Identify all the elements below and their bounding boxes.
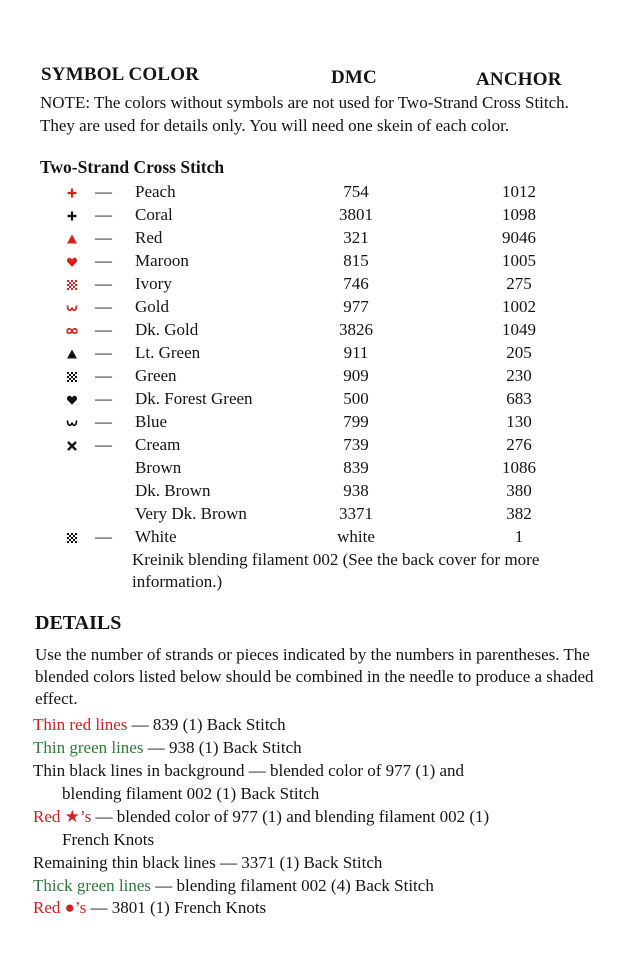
detail-text: — 3801 (1) French Knots	[86, 898, 267, 917]
dmc-number: 500	[343, 389, 369, 408]
detail-suffix: ’s	[74, 898, 87, 917]
detail-color-word: Thin green lines	[33, 738, 144, 757]
detail-color-word: Thin red lines	[33, 715, 128, 734]
color-name: Ivory	[135, 274, 172, 293]
color-row	[0, 458, 625, 481]
detail-text: Remaining thin black lines — 3371 (1) Back Stitch	[33, 853, 383, 872]
dmc-number: 3801	[339, 205, 373, 224]
detail-line-black-background	[33, 760, 603, 805]
anchor-number: 230	[506, 366, 532, 385]
black-x-icon	[62, 435, 82, 458]
detail-text: Thin black lines in background — blended color of 977 (1) and	[33, 761, 465, 780]
dmc-number: 839	[343, 458, 369, 477]
row-dash: —	[95, 412, 112, 431]
color-row	[0, 435, 625, 458]
row-dash: —	[95, 274, 112, 293]
color-name: Green	[135, 366, 177, 385]
anchor-number: 130	[506, 412, 532, 431]
color-row	[0, 343, 625, 366]
anchor-number: 1049	[502, 320, 536, 339]
red-heart-icon	[62, 251, 82, 274]
filament-note: Kreinik blending filament 002 (See the back cover for more information.)	[132, 550, 540, 591]
detail-text: — 938 (1) Back Stitch	[143, 738, 302, 757]
row-dash: —	[95, 527, 112, 546]
dmc-number: 909	[343, 366, 369, 385]
dmc-number: 815	[343, 251, 369, 270]
two-strand-subheading: Two-Strand Cross Stitch	[40, 157, 225, 177]
row-dash: —	[95, 320, 112, 339]
color-row	[0, 527, 625, 550]
color-row	[0, 228, 625, 251]
detail-line-remaining-black	[33, 852, 603, 875]
color-note: NOTE: The colors without symbols are not used for Two-Strand Cross Stitch. They are used for details only. You will need one skein of each color.	[40, 93, 569, 135]
color-row	[0, 366, 625, 389]
row-dash: —	[95, 366, 112, 385]
row-dash: —	[95, 343, 112, 362]
dmc-number: 739	[343, 435, 369, 454]
header-symbol-color: SYMBOL COLOR	[41, 64, 200, 85]
detail-line-green-lines	[33, 737, 603, 760]
dmc-number: 3826	[339, 320, 373, 339]
anchor-number: 1005	[502, 251, 536, 270]
color-name: Very Dk. Brown	[135, 504, 247, 523]
color-name: Lt. Green	[135, 343, 201, 362]
detail-line-red-lines	[33, 714, 603, 737]
details-heading: DETAILS	[35, 612, 122, 634]
color-row	[0, 320, 625, 343]
color-name: Peach	[135, 182, 176, 201]
color-name: Brown	[135, 458, 182, 477]
detail-color-word: Red	[33, 807, 65, 826]
dmc-number: 3371	[339, 504, 373, 523]
no-symbol	[62, 458, 82, 481]
red-omega-icon	[62, 297, 82, 320]
anchor-number: 683	[506, 389, 532, 408]
anchor-number: 9046	[502, 228, 536, 247]
row-dash: —	[95, 182, 112, 201]
color-row	[0, 481, 625, 504]
black-triangle-icon	[62, 343, 82, 366]
detail-line-thick-green	[33, 875, 603, 898]
row-dash: —	[95, 251, 112, 270]
color-row	[0, 297, 625, 320]
anchor-number: 1012	[502, 182, 536, 201]
red-infinity-icon	[62, 320, 82, 343]
star-icon: ★	[64, 807, 80, 826]
dmc-number: 321	[343, 228, 369, 247]
color-row	[0, 274, 625, 297]
dmc-number: 911	[343, 343, 369, 362]
anchor-number: 382	[506, 504, 532, 523]
anchor-number: 1098	[502, 205, 536, 224]
color-name: White	[135, 527, 177, 546]
red-checker-icon	[62, 274, 82, 297]
anchor-number: 1	[514, 527, 524, 546]
color-name: Gold	[135, 297, 169, 316]
detail-text-continued: blending filament 002 (1) Back Stitch	[62, 783, 320, 803]
dmc-number: 799	[343, 412, 369, 431]
color-name: Cream	[135, 435, 181, 454]
dmc-number: white	[337, 527, 375, 546]
color-row	[0, 182, 625, 205]
anchor-number: 275	[506, 274, 532, 293]
red-plus-icon	[62, 182, 82, 205]
detail-text: — blending filament 002 (4) Back Stitch	[151, 876, 434, 895]
detail-color-word: Red	[33, 898, 65, 917]
red-triangle-icon	[62, 228, 82, 251]
color-name: Blue	[135, 412, 168, 431]
no-symbol	[62, 481, 82, 504]
color-name: Red	[135, 228, 163, 247]
row-dash: —	[95, 297, 112, 316]
anchor-number: 205	[506, 343, 532, 362]
anchor-number: 380	[506, 481, 532, 500]
black-plus-icon	[62, 205, 82, 228]
dmc-number: 938	[343, 481, 369, 500]
anchor-number: 1002	[502, 297, 536, 316]
details-intro: Use the number of strands or pieces indicated by the numbers in parentheses. The blended colors listed below should be combined in the needle to produce a shaded effect.	[35, 645, 594, 708]
detail-text-continued: French Knots	[62, 829, 155, 849]
color-name: Maroon	[135, 251, 189, 270]
detail-color-word: Thick green lines	[33, 876, 152, 895]
color-row	[0, 412, 625, 435]
color-row	[0, 205, 625, 228]
row-dash: —	[95, 435, 112, 454]
detail-suffix: ’s	[79, 807, 92, 826]
header-dmc: DMC	[331, 67, 377, 88]
header-anchor: ANCHOR	[476, 69, 562, 90]
dmc-number: 746	[343, 274, 369, 293]
row-dash: —	[95, 228, 112, 247]
black-checker-icon	[62, 366, 82, 389]
detail-line-red-dots	[33, 897, 603, 920]
dmc-number: 977	[343, 297, 369, 316]
dmc-number: 754	[343, 182, 369, 201]
color-name: Dk. Forest Green	[135, 389, 253, 408]
anchor-number: 276	[506, 435, 532, 454]
black-checker-icon	[62, 527, 82, 550]
dot-icon: ●	[64, 898, 75, 917]
row-dash: —	[95, 389, 112, 408]
black-omega-icon	[62, 412, 82, 435]
color-name: Dk. Brown	[135, 481, 211, 500]
color-row	[0, 504, 625, 527]
color-row	[0, 251, 625, 274]
detail-text: — 839 (1) Back Stitch	[127, 715, 286, 734]
detail-text: — blended color of 977 (1) and blending filament 002 (1)	[91, 807, 490, 826]
row-dash: —	[95, 205, 112, 224]
color-name: Coral	[135, 205, 173, 224]
black-heart-icon	[62, 389, 82, 412]
no-symbol	[62, 504, 82, 527]
anchor-number: 1086	[502, 458, 536, 477]
color-name: Dk. Gold	[135, 320, 199, 339]
detail-line-red-stars	[33, 806, 603, 851]
color-row	[0, 389, 625, 412]
